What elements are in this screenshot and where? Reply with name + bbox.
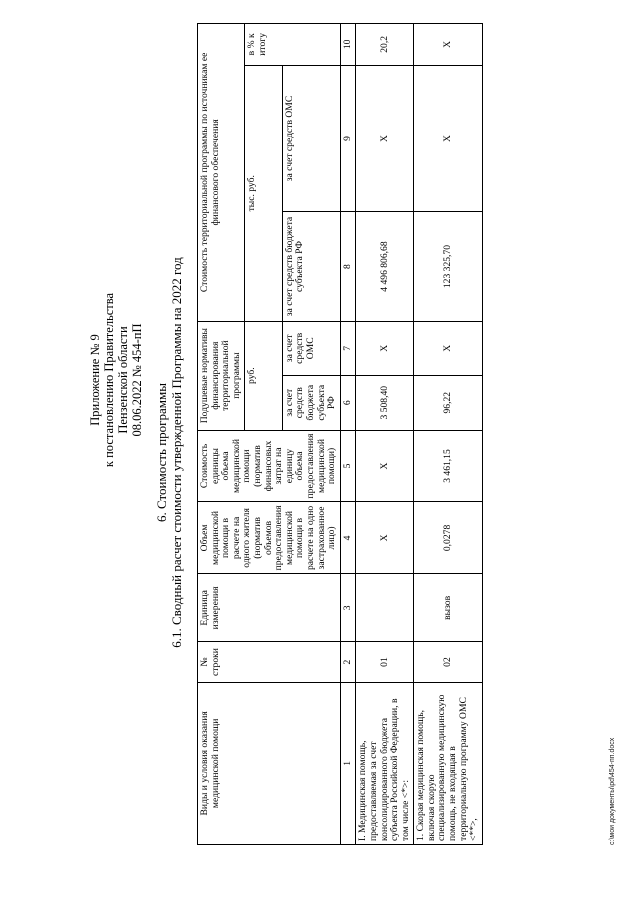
row-percent: 20,2: [356, 24, 414, 66]
column-number: 5: [340, 430, 356, 502]
appendix-header: [88, 260, 144, 500]
header-line: к постановлению Правительства: [102, 292, 116, 468]
row-unit-cost: 3 461,15: [414, 430, 483, 502]
col-header-thous-rub: тыс. руб.: [245, 65, 282, 321]
col-header-cost-group: Стоимость территориальной программы по источникам ее финансового обеспечения: [198, 24, 245, 322]
table-row: [356, 24, 414, 845]
file-path-footer: c:\мои документы\pd\454-пп.docx: [609, 737, 616, 845]
header-row: [198, 24, 245, 845]
column-number: 10: [340, 24, 356, 66]
header-line: Пензенской области: [116, 326, 130, 434]
col-header-norm-oms: за счет средств ОМС: [282, 321, 340, 375]
row-unit: вызов: [414, 574, 483, 642]
col-header-unit: Единица измерения: [198, 574, 341, 642]
column-number-row: [340, 24, 356, 845]
row-line-number: 01: [356, 642, 414, 682]
column-number: 2: [340, 642, 356, 682]
row-sum-budget: 4 496 806,68: [356, 212, 414, 321]
section-title: 6. Стоимость программы: [154, 383, 169, 522]
row-norm-oms: X: [414, 321, 483, 375]
row-norm-budget: 3 508,40: [356, 375, 414, 430]
header-line: Приложение № 9: [88, 334, 102, 426]
row-unit-cost: X: [356, 430, 414, 502]
column-number: 4: [340, 502, 356, 574]
row-unit: [356, 574, 414, 642]
col-header-kind: Виды и условия оказания медицинской помощи: [198, 682, 341, 844]
column-number: 9: [340, 65, 356, 212]
col-header-sum-oms: за счет средств ОМС: [282, 65, 340, 212]
col-header-percent: в % к итогу: [245, 24, 340, 66]
row-percent: X: [414, 24, 483, 66]
row-sum-oms: X: [356, 65, 414, 212]
column-number: 6: [340, 375, 356, 430]
col-header-sum-budget: за счет средств бюджета субъекта РФ: [282, 212, 340, 321]
column-number: 3: [340, 574, 356, 642]
row-norm-budget: 96,22: [414, 375, 483, 430]
col-header-norm-group: Подушевые нормативы финансирования территориальной программы: [198, 321, 245, 430]
row-kind: 1. Скорая медицинская помощь, включая скорую специализированную медицинскую помощь, не входящая в территориальную программу ОМС <**>,: [414, 682, 483, 844]
row-kind: I. Медицинская помощь, предоставляемая за счет консолидированного бюджета субъекта Российской Федерации, в том числе <*>:: [356, 682, 414, 844]
col-header-norm-budget: за счет средств бюджета субъекта РФ: [282, 375, 340, 430]
col-header-volume: Объем медицинской помощи в расчете на одного жителя (норматив объемов предоставления медицинской помощи в расчете на одно застрахованное лицо): [198, 502, 341, 574]
row-norm-oms: X: [356, 321, 414, 375]
row-sum-budget: 123 325,70: [414, 212, 483, 321]
col-header-unit-cost: Стоимость единицы объема медицинской помощи (норматив финансовых затрат на единицу объема предоставления медицинской помощи): [198, 430, 341, 502]
column-number: 7: [340, 321, 356, 375]
col-header-rub: руб.: [245, 321, 282, 430]
row-line-number: 02: [414, 642, 483, 682]
column-number: 1: [340, 682, 356, 844]
row-volume: X: [356, 502, 414, 574]
table-row: [414, 24, 483, 845]
column-number: 8: [340, 212, 356, 321]
header-line: 08.06.2022 № 454-пП: [130, 323, 144, 437]
subsection-title: 6.1. Сводный расчет стоимости утвержденной Программы на 2022 год: [169, 257, 184, 648]
col-header-line: № строки: [198, 642, 341, 682]
row-volume: 0,0278: [414, 502, 483, 574]
cost-table: [197, 23, 483, 845]
row-sum-oms: X: [414, 65, 483, 212]
